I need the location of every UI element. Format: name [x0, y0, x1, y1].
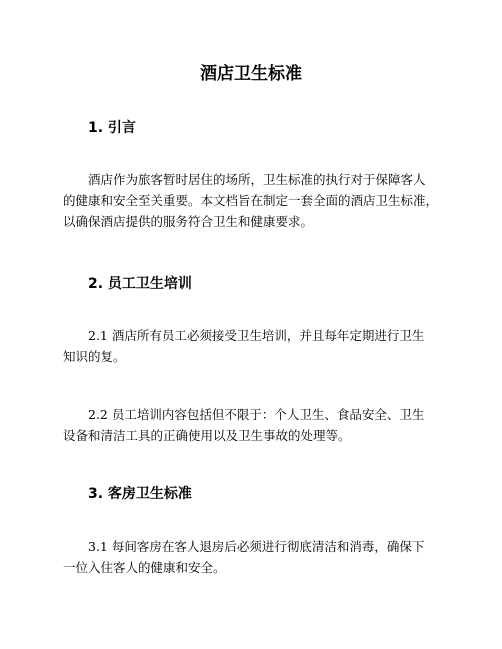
document-title: 酒店卫生标准 [200, 64, 302, 84]
section-heading-room-hygiene: 3. 客房卫生标准 [88, 486, 192, 502]
paragraph-line: 以确保酒店提供的服务符合卫生和健康要求。 [63, 214, 314, 229]
paragraph-introduction [63, 169, 463, 232]
paragraph-line: 一位入住客人的健康和安全。 [63, 560, 226, 575]
paragraph-line: 2.2 员工培训内容包括但不限于：个人卫生、食品安全、卫生 [88, 407, 425, 422]
paragraph-line: 2.1 酒店所有员工必须接受卫生培训，并且每年定期进行卫生 [88, 328, 425, 343]
paragraph-line: 的健康和安全至关重要。本文档旨在制定一套全面的酒店卫生标准， [63, 193, 439, 208]
paragraph-2-2 [63, 404, 463, 446]
section-heading-staff-training: 2. 员工卫生培训 [88, 276, 192, 292]
paragraph-line: 知识的复。 [63, 349, 126, 364]
paragraph-line: 设备和清洁工具的正确使用以及卫生事故的处理等。 [63, 428, 351, 443]
paragraph-3-1 [63, 536, 463, 578]
section-heading-introduction: 1. 引言 [88, 120, 136, 136]
paragraph-line: 酒店作为旅客暂时居住的场所，卫生标准的执行对于保障客人 [88, 172, 426, 187]
paragraph-2-1 [63, 325, 463, 367]
paragraph-line: 3.1 每间客房在客人退房后必须进行彻底清洁和消毒，确保下 [88, 539, 425, 554]
